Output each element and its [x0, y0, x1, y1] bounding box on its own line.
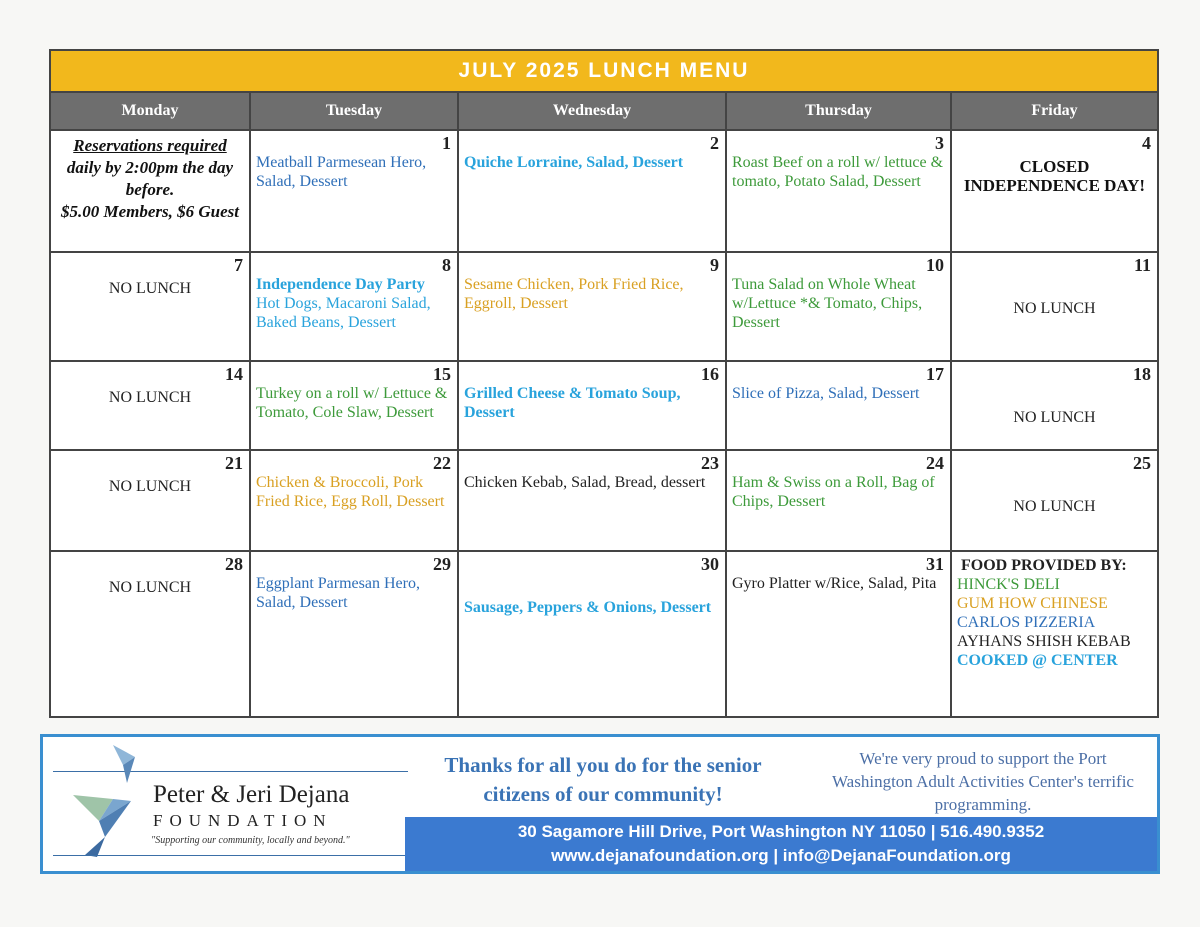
menu-item: Grilled Cheese & Tomato Soup, Dessert	[464, 385, 681, 421]
no-lunch-label: NO LUNCH	[108, 478, 192, 495]
contact-web: www.dejanafoundation.org | info@DejanaFoundation.org	[551, 846, 1011, 865]
week-row	[51, 131, 1157, 253]
day-cell	[459, 552, 727, 716]
day-cell	[251, 451, 459, 550]
provider-cooked-at-center: COOKED @ CENTER	[957, 652, 1118, 669]
contact-address: 30 Sagamore Hill Drive, Port Washington NY 11050 | 516.490.9352	[517, 822, 1045, 841]
day-cell	[251, 552, 459, 716]
day-number: 30	[701, 554, 719, 574]
day-cell	[51, 362, 251, 449]
day-cell	[727, 253, 952, 360]
day-number: 31	[926, 554, 944, 574]
day-number: 24	[926, 453, 944, 473]
closed-notice: CLOSED INDEPENDENCE DAY!	[963, 157, 1146, 195]
day-number: 11	[1133, 255, 1151, 275]
day-cell	[51, 552, 251, 716]
day-wednesday: Wednesday	[459, 93, 727, 129]
week-row	[51, 552, 1157, 716]
note-line: $5.00 Members, $6 Guest	[60, 202, 240, 221]
menu-item: Quiche Lorraine, Salad, Dessert	[464, 154, 684, 171]
support-message: We're very proud to support the Port Washington Adult Activities Center's terrific programming.	[832, 749, 1134, 814]
day-cell	[727, 131, 952, 251]
week-row	[51, 362, 1157, 451]
day-number: 8	[442, 255, 451, 275]
day-cell	[459, 253, 727, 360]
no-lunch-label: NO LUNCH	[108, 579, 192, 596]
menu-item: Slice of Pizza, Salad, Dessert	[732, 385, 920, 402]
menu-item: Ham & Swiss on a Roll, Bag of Chips, Dessert	[732, 474, 935, 510]
lunch-calendar	[49, 49, 1159, 718]
day-cell	[952, 362, 1157, 449]
day-cell	[459, 362, 727, 449]
day-number: 16	[701, 364, 719, 384]
day-number: 4	[1142, 133, 1151, 153]
menu-item: Roast Beef on a roll w/ lettuce & tomato, Potato Salad, Dessert	[732, 154, 944, 190]
day-thursday: Thursday	[727, 93, 952, 129]
event-heading: Independence Day Party	[256, 276, 425, 293]
day-number: 23	[701, 453, 719, 473]
foundation-name: Peter & Jeri Dejana	[153, 781, 350, 808]
day-cell	[727, 451, 952, 550]
weekday-header	[51, 93, 1157, 131]
menu-item: Sausage, Peppers & Onions, Dessert	[464, 599, 712, 616]
no-lunch-label: NO LUNCH	[1013, 409, 1096, 426]
menu-item: Tuna Salad on Whole Wheat w/Lettuce *& Tomato, Chips, Dessert	[732, 276, 923, 331]
day-number: 14	[225, 364, 243, 384]
day-cell	[727, 552, 952, 716]
day-number: 7	[234, 255, 243, 275]
foundation-word: FOUNDATION	[153, 811, 333, 830]
day-number: 2	[710, 133, 719, 153]
day-monday: Monday	[51, 93, 251, 129]
day-number: 18	[1133, 364, 1151, 384]
day-cell	[459, 131, 727, 251]
day-number: 29	[433, 554, 451, 574]
day-number: 17	[926, 364, 944, 384]
week-row	[51, 253, 1157, 362]
menu-item: Eggplant Parmesan Hero, Salad, Dessert	[256, 575, 420, 611]
day-cell	[51, 253, 251, 360]
day-number: 10	[926, 255, 944, 275]
sponsor-footer	[40, 734, 1160, 874]
menu-item: Chicken Kebab, Salad, Bread, dessert	[464, 474, 706, 491]
thanks-message: Thanks for all you do for the senior citizens of our community!	[444, 753, 762, 806]
day-cell	[459, 451, 727, 550]
day-cell	[727, 362, 952, 449]
day-number: 21	[225, 453, 243, 473]
no-lunch-label: NO LUNCH	[1013, 498, 1096, 515]
day-cell	[251, 362, 459, 449]
provider-hincks-deli: HINCK'S DELI	[957, 576, 1060, 593]
day-number: 3	[935, 133, 944, 153]
no-lunch-label: NO LUNCH	[108, 280, 192, 297]
no-lunch-label: NO LUNCH	[108, 389, 192, 406]
day-number: 22	[433, 453, 451, 473]
contact-band	[405, 817, 1157, 871]
day-friday: Friday	[1031, 102, 1078, 119]
food-providers	[952, 552, 1157, 716]
provider-ayhans-shish-kebab: AYHANS SHISH KEBAB	[957, 633, 1131, 650]
day-tuesday: Tuesday	[251, 93, 459, 129]
menu-item: Sesame Chicken, Pork Fried Rice, Eggroll, Dessert	[464, 276, 684, 312]
day-cell	[952, 131, 1157, 251]
day-number: 28	[225, 554, 243, 574]
no-lunch-label: NO LUNCH	[1013, 300, 1096, 317]
foundation-logo	[43, 737, 403, 871]
provider-gum-how-chinese: GUM HOW CHINESE	[957, 595, 1108, 612]
day-cell	[952, 253, 1157, 360]
menu-item: Chicken & Broccoli, Pork Fried Rice, Egg Roll, Dessert	[256, 474, 445, 510]
week-row	[51, 451, 1157, 552]
logo-rule	[53, 855, 408, 856]
day-cell	[51, 451, 251, 550]
day-number: 1	[442, 133, 451, 153]
day-cell	[251, 253, 459, 360]
provider-carlos-pizzeria: CARLOS PIZZERIA	[957, 614, 1096, 631]
providers-heading: FOOD PROVIDED BY:	[961, 557, 1127, 574]
note-line: daily by 2:00pm the day before.	[66, 158, 234, 199]
menu-item: Meatball Parmesean Hero, Salad, Dessert	[256, 154, 427, 190]
day-number: 25	[1133, 453, 1151, 473]
day-number: 9	[710, 255, 719, 275]
day-number: 15	[433, 364, 451, 384]
menu-item: Turkey on a roll w/ Lettuce & Tomato, Cole Slaw, Dessert	[256, 385, 448, 421]
calendar-title: JULY 2025 LUNCH MENU	[51, 51, 1157, 93]
note-line: Reservations required	[73, 136, 227, 155]
menu-item: Gyro Platter w/Rice, Salad, Pita	[732, 575, 937, 592]
foundation-tagline: "Supporting our community, locally and beyond."	[151, 835, 350, 846]
reservation-note	[51, 131, 251, 251]
day-cell	[952, 451, 1157, 550]
menu-item: Hot Dogs, Macaroni Salad, Baked Beans, Dessert	[256, 295, 431, 331]
bird-icon	[43, 737, 153, 867]
day-cell	[251, 131, 459, 251]
